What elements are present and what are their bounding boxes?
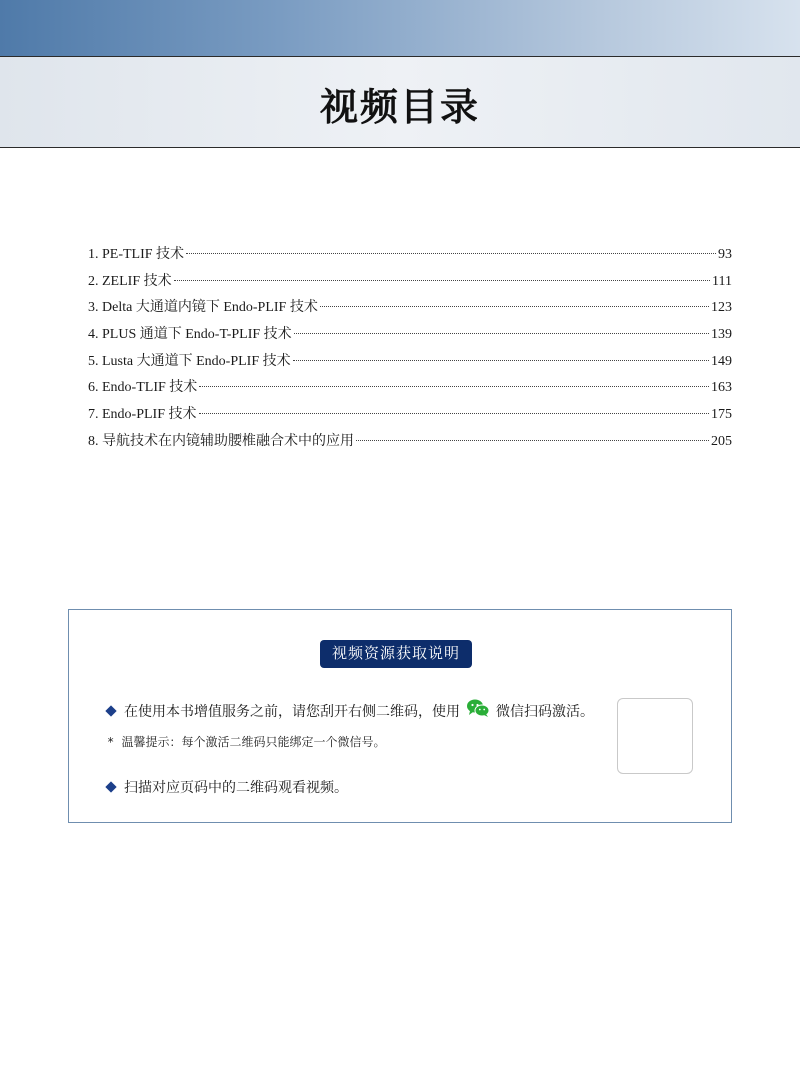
toc-entry-page: 123 [711,300,732,316]
toc-dot-leader [199,386,709,387]
header-gradient-band [0,0,800,56]
toc-entry-label: 6. Endo-TLIF 技术 [88,380,198,396]
toc-entry-label: 1. PE-TLIF 技术 [88,247,185,262]
toc-entry-page: 93 [718,247,732,262]
toc-entry[interactable] [88,402,732,429]
toc-dot-leader [293,360,709,361]
scan-text: 扫描对应页码中的二维码观看视频。 [124,781,348,796]
page-title: 视频目录 [319,84,480,129]
toc-entry-label: 8. 导航技术在内镜辅助腰椎融合术中的应用 [88,433,354,449]
toc-entry-label: 5. Lusta 大通道下 Endo-PLIF 技术 [88,353,291,369]
toc-entry-label: 4. PLUS 通道下 Endo-T-PLIF 技术 [88,327,292,343]
toc-entry-label: 7. Endo-PLIF 技术 [88,407,197,423]
scan-instruction [107,777,348,797]
toc-entry[interactable] [88,349,732,376]
diamond-bullet-icon [105,705,116,716]
activation-text-before: 在使用本书增值服务之前，请您刮开右侧二维码，使用 [124,704,460,720]
toc-entry[interactable] [88,322,732,349]
qr-code-scratch-area[interactable] [617,698,693,774]
toc-dot-leader [199,413,710,414]
toc-entry-page: 149 [711,353,732,369]
wechat-icon [466,698,490,723]
toc-entry-label: 3. Delta 大通道内镜下 Endo-PLIF 技术 [88,300,318,316]
toc-dot-leader [174,280,710,281]
toc-entry-label: 2. ZELIF 技术 [88,273,172,289]
table-of-contents [88,242,732,456]
toc-entry-page: 163 [711,380,732,396]
toc-entry[interactable] [88,242,732,269]
toc-entry[interactable] [88,429,732,456]
toc-entry-page: 111 [712,273,732,289]
toc-entry-page: 175 [711,407,732,423]
toc-dot-leader [356,440,709,441]
activation-text-after: 微信扫码激活。 [496,704,594,720]
activation-instruction [107,698,594,723]
toc-entry-page: 205 [711,433,732,449]
toc-entry[interactable] [88,295,732,322]
toc-dot-leader [320,306,709,307]
diamond-bullet-icon [105,781,116,792]
toc-dot-leader [186,253,716,254]
toc-dot-leader [294,333,709,334]
toc-entry[interactable] [88,375,732,402]
toc-entry-page: 139 [711,327,732,343]
video-resource-info-box [68,609,732,823]
info-heading-badge: 视频资源获取说明 [320,640,472,668]
tip-text: * 温馨提示：每个激活二维码只能绑定一个微信号。 [107,735,386,749]
toc-entry[interactable] [88,269,732,296]
